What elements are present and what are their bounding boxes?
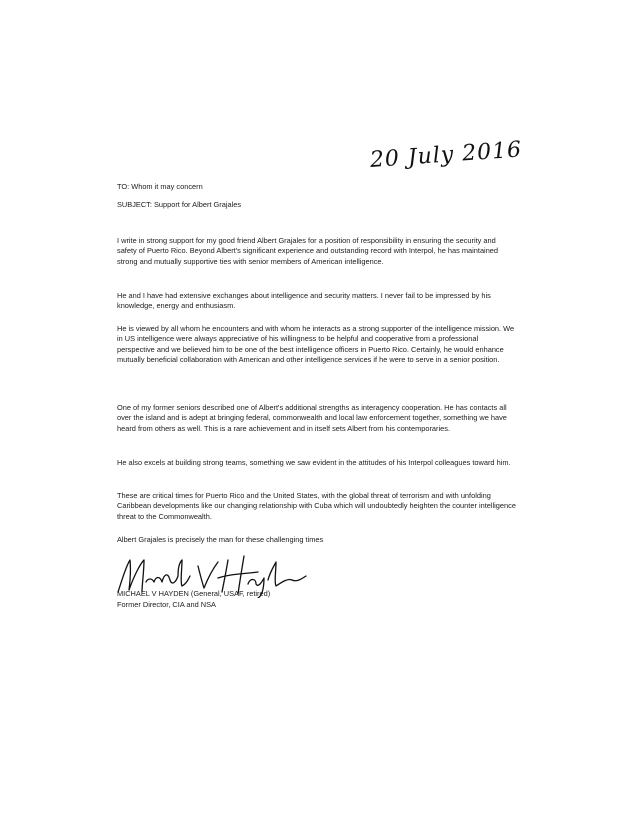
subject-line: SUBJECT: Support for Albert Grajales (117, 200, 242, 209)
closing-line: Albert Grajales is precisely the man for these challenging times (117, 535, 324, 544)
signatory-name: MICHAEL V HAYDEN (General, USAF, retired) (117, 589, 271, 598)
paragraph-2: He and I have had extensive exchanges about intelligence and security matters. I never fail to be impressed by his knowledge, energy and enthusiasm. (117, 291, 491, 311)
paragraph-4: One of my former seniors described one of Albert's additional strengths as interagency cooperation. He has contacts all over the island and is adept at bringing federal, commonwealth and local law enforcement together, something we have heard from others as well. This is a rare achievement and in itself sets Albert from his contemporaries. (117, 403, 507, 433)
paragraph-5: He also excels at building strong teams, something we saw evident in the attitudes of his Interpol colleagues toward him. (117, 458, 511, 467)
handwritten-date: 20 July 2016 (369, 137, 523, 173)
paragraph-3: He is viewed by all whom he encounters and with whom he interacts as a strong supporter of the intelligence mission. We in US intelligence were always appreciative of his willingness to be helpful and cooperative from a professional perspective and we believed him to be one of the best intelligence officers in Puerto Rico. Certainly, he would enhance mutually beneficial collaboration with American and other intelligence services if he were to serve in a senior position. (117, 324, 515, 365)
paragraph-1: I write in strong support for my good friend Albert Grajales for a position of responsibility in ensuring the security and safety of Puerto Rico. Beyond Albert's significant experience and outstanding record with Interpol, he has maintained strong and mutually supportive ties with senior members of American intelligence. (117, 236, 499, 266)
signatory-title: Former Director, CIA and NSA (117, 600, 216, 609)
recipient-line: TO: Whom it may concern (117, 182, 203, 191)
paragraph-6: These are critical times for Puerto Rico and the United States, with the global threat of terrorism and with unfolding Caribbean developments like our changing relationship with Cuba which will undoubtedly heighten the counter intelligence threat to the Commonwealth. (117, 491, 516, 521)
